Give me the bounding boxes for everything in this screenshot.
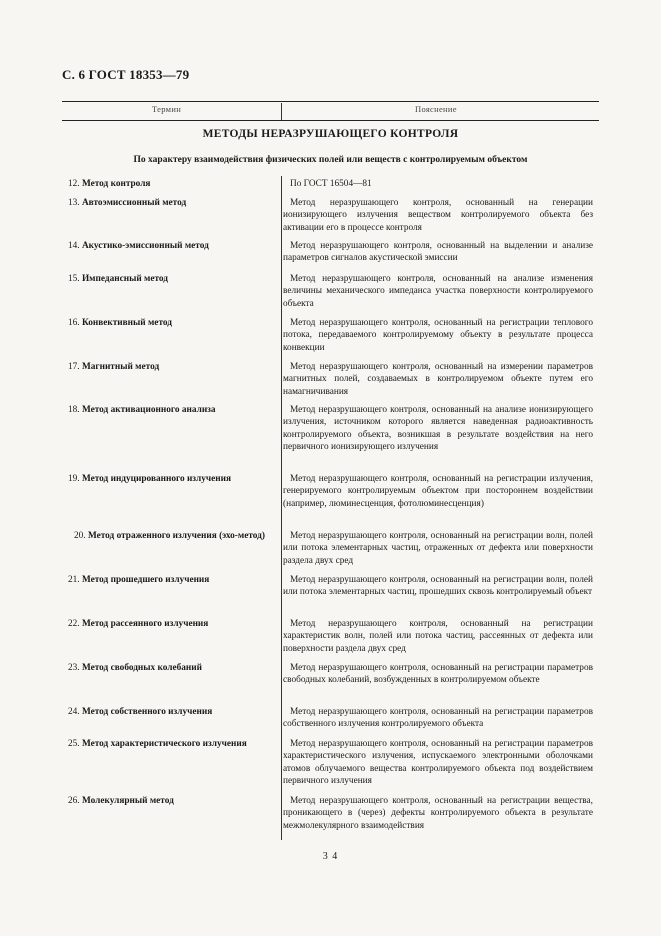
entry-number: 15. <box>68 274 80 284</box>
entry-description: По ГОСТ 16504—81 <box>290 179 372 189</box>
entry-term <box>68 317 273 329</box>
entry-number: 23. <box>68 663 80 673</box>
entry-description: Метод неразрушающего контроля, основанный на регистрации параметров собственного излучения контролируемого объекта <box>283 707 593 730</box>
section-title: МЕТОДЫ НЕРАЗРУШАЮЩЕГО КОНТРОЛЯ <box>202 128 459 140</box>
entry-number: 16. <box>68 318 80 328</box>
entry-term-name: Метод контроля <box>81 179 151 189</box>
entry-term <box>68 197 273 209</box>
entry-description: Метод неразрушающего контроля, основанный на анализе ионизирующего излучения, источником которого является наведенная радиоактивность контролируемого объекта, возникшая в результате воздействия на него первичного ионизирующего излучения <box>283 405 593 452</box>
entry-number: 12. <box>68 179 80 189</box>
entry-term <box>64 530 272 542</box>
entry-term <box>68 404 273 416</box>
entry-description: Метод неразрушающего контроля, основанный на выделении и анализе параметров сигналов акустической эмиссии <box>283 241 593 264</box>
entry-term <box>68 738 273 750</box>
table-top-rule <box>62 101 599 102</box>
column-header-term: Термин <box>152 104 182 114</box>
entry-description: Метод неразрушающего контроля, основанный на регистрации волн, полей или потока элементарных частиц, прошедших сквозь контролируемый объект <box>283 575 593 598</box>
column-divider <box>281 176 282 840</box>
entry-number: 26. <box>68 796 80 806</box>
entry-term-name: Импедансный метод <box>81 274 168 284</box>
column-header-explanation: Пояснение <box>415 104 457 114</box>
entry-term-name: Метод отраженного излучения (эхо-метод) <box>87 531 265 541</box>
entry-term-name: Автоэмиссионный метод <box>81 198 187 208</box>
table-header-rule <box>62 120 599 121</box>
entry-number: 13. <box>68 198 80 208</box>
entry-term-name: Метод свободных колебаний <box>81 663 202 673</box>
entry-number: 21. <box>68 575 80 585</box>
entry-term-name: Метод характеристического излучения <box>81 739 247 749</box>
entry-term <box>68 706 273 718</box>
entry-number: 17. <box>68 362 80 372</box>
entry-description: Метод неразрушающего контроля, основанный на регистрации теплового потока, передаваемого контролируемому объекту в результате процесса конвекции <box>283 318 593 353</box>
column-header-divider <box>281 103 282 120</box>
entry-term-name: Метод рассеянного излучения <box>81 619 209 629</box>
entry-term-name: Метод прошедшего излучения <box>81 575 210 585</box>
page-number: 3 4 <box>322 851 339 862</box>
entry-term <box>68 273 273 285</box>
entry-number: 24. <box>68 707 80 717</box>
entry-term <box>68 240 273 252</box>
entry-term <box>68 361 273 373</box>
entry-number: 22. <box>68 619 80 629</box>
entry-description: Метод неразрушающего контроля, основанный на генерации ионизирующего излучения веществом контролируемого объекта без активации его в процессе контроля <box>283 198 593 233</box>
column-headers <box>62 103 599 120</box>
entry-description: Метод неразрушающего контроля, основанный на регистрации вещества, проникающего в (через) дефекты контролируемого объекта в результате межмолекулярного взаимодействия <box>283 796 593 831</box>
entry-term <box>68 618 273 630</box>
entry-number: 14. <box>68 241 80 251</box>
entry-term <box>68 178 273 190</box>
entry-term-name: Молекулярный метод <box>81 796 174 806</box>
entry-description: Метод неразрушающего контроля, основанный на измерении параметров магнитных полей, создаваемых в контролируемом объекте путем его намагничивания <box>283 362 593 397</box>
entry-term-name: Метод активационного анализа <box>81 405 216 415</box>
entry-term <box>68 662 273 674</box>
entry-description: Метод неразрушающего контроля, основанный на анализе изменения величины механического импеданса участка поверхности контролируемого объекта <box>283 274 593 309</box>
entry-number: 20. <box>74 531 86 541</box>
entry-term-name: Конвективный метод <box>81 318 172 328</box>
entry-description: Метод неразрушающего контроля, основанный на регистрации параметров характеристического излучения, испускаемого электронными оболочками атомов облучаемого вещества контролируемого объекта под воздействием первичного излучения <box>283 739 593 786</box>
entry-term <box>68 473 273 485</box>
entry-number: 25. <box>68 739 80 749</box>
entry-number: 19. <box>68 474 80 484</box>
entry-description: Метод неразрушающего контроля, основанный на регистрации волн, полей или потока элементарных частиц, отраженных от дефекта или поверхности раздела двух сред <box>283 531 593 566</box>
entry-term-name: Акустико-эмиссионный метод <box>81 241 209 251</box>
entry-term <box>68 574 273 586</box>
subsection-title: По характеру взаимодействия физических полей или веществ с контролируемым объектом <box>133 155 528 165</box>
entry-term-name: Метод индуцированного излучения <box>81 474 232 484</box>
entry-term-name: Метод собственного излучения <box>81 707 213 717</box>
entry-term-name: Магнитный метод <box>81 362 160 372</box>
entry-description: Метод неразрушающего контроля, основанный на регистрации параметров свободных колебаний, возбужденных в контролируемом объекте <box>283 663 593 686</box>
entry-term <box>68 795 273 807</box>
entry-description: Метод неразрушающего контроля, основанный на регистрации характеристик волн, полей или потока частиц, рассеянных от дефекта или поверхности раздела двух сред <box>283 619 593 654</box>
page-header: С. 6 ГОСТ 18353—79 <box>62 67 190 82</box>
entry-description: Метод неразрушающего контроля, основанный на регистрации излучения, генерируемого контролируемым объектом при постороннем воздействии (например, люминесценция, фотолюминесценция) <box>283 474 593 509</box>
entry-number: 18. <box>68 405 80 415</box>
